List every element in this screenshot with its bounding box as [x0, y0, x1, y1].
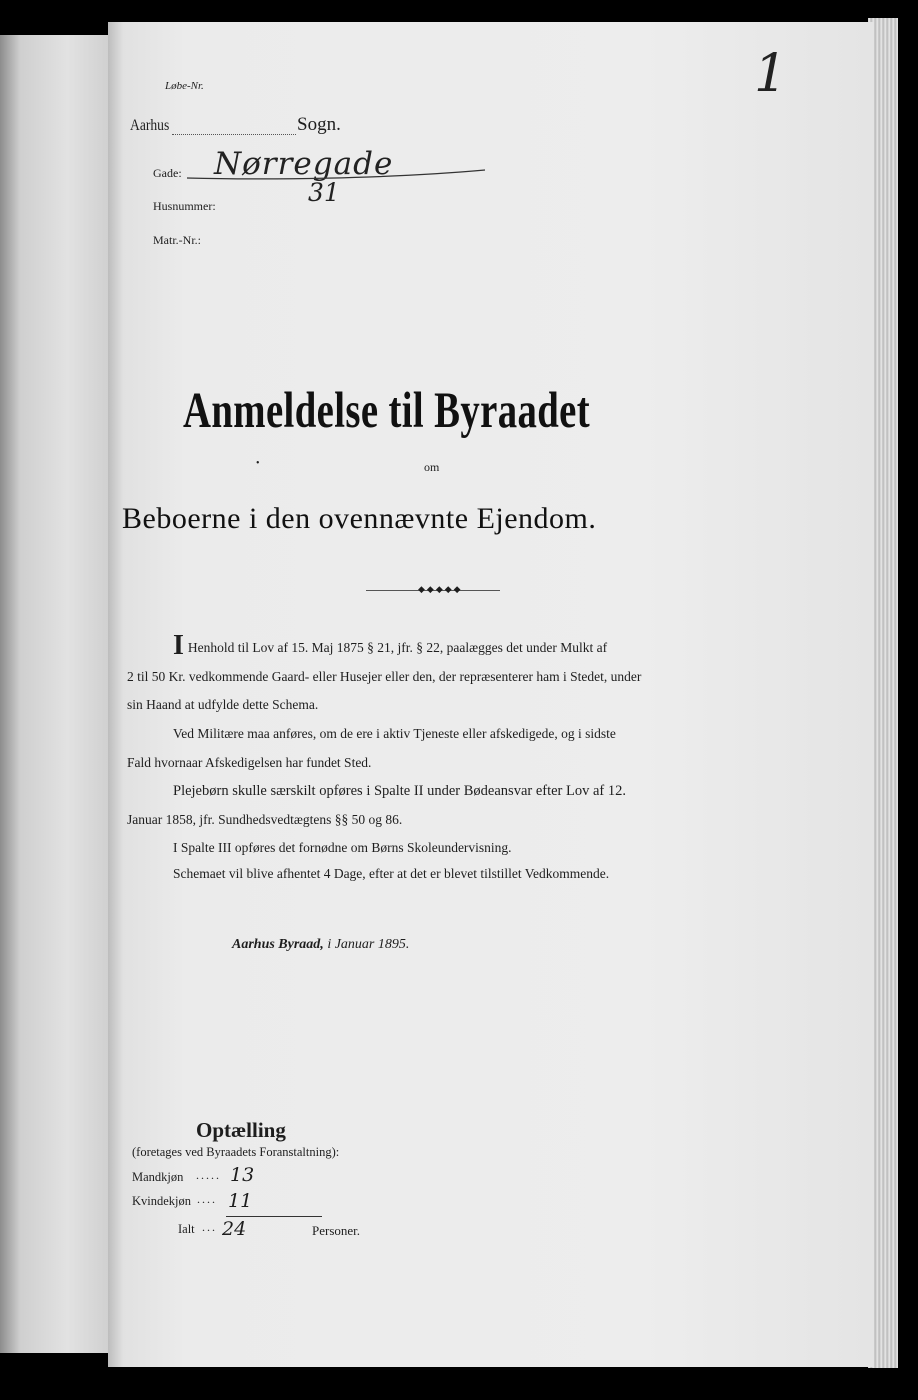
- left-page-edge: [0, 35, 112, 1353]
- paragraph-1-line-3: sin Haand at udfylde dette Schema.: [127, 697, 319, 713]
- optaelling-title: Optælling: [196, 1118, 286, 1142]
- paragraph-2-line-2: Fald hvornaar Afskedigelsen har fundet Sted.: [127, 754, 372, 770]
- paragraph-4-line: I Spalte III opføres det fornødne om Børns Skoleundervisning.: [173, 840, 512, 855]
- instructions-paragraph-3: [127, 777, 775, 834]
- kvindekjon-dots: ....: [197, 1192, 217, 1206]
- sogn-label: Sogn.: [297, 114, 341, 135]
- signature-authority: Aarhus Byraad,: [232, 937, 324, 952]
- paragraph-5-line: Schemaet vil blive afhentet 4 Dage, efter at det er blevet tilstillet Vedkommende.: [173, 866, 610, 881]
- optaelling-note: (foretages ved Byraadets Foranstaltning):: [132, 1145, 340, 1159]
- ialt-label: Ialt: [178, 1222, 195, 1236]
- mandkjon-label: Mandkjøn: [132, 1170, 184, 1184]
- mandkjon-value: 13: [230, 1164, 255, 1186]
- gade-label: Gade:: [153, 166, 182, 180]
- kvindekjon-label: Kvindekjøn: [132, 1194, 192, 1208]
- lobe-nr-label: Løbe-Nr.: [165, 80, 204, 92]
- ialt-dots: ...: [202, 1220, 217, 1234]
- signature-date: i Januar 1895.: [327, 937, 410, 952]
- instructions-paragraph-2: [127, 720, 775, 777]
- paragraph-1-line-1: Henhold til Lov af 15. Maj 1875 § 21, jfr. § 22, paalægges det under Mulkt af: [187, 640, 608, 655]
- city-label: Aarhus: [130, 117, 170, 134]
- matr-nr-label: Matr.-Nr.:: [153, 233, 201, 247]
- gade-value: Nørregade: [214, 146, 394, 182]
- instructions-paragraph-1: [127, 630, 775, 720]
- kvindekjon-value: 11: [228, 1190, 253, 1212]
- paragraph-3-line-2: Januar 1858, jfr. Sundhedsvedtægtens §§ 50 og 86.: [127, 811, 403, 827]
- husnummer-value: 31: [308, 178, 340, 207]
- instructions-paragraph-5: [127, 860, 775, 889]
- mandkjon-dots: .....: [196, 1168, 221, 1182]
- paragraph-2-line-1: Ved Militære maa anføres, om de ere i aktiv Tjeneste eller afskedigede, og i sidste: [173, 726, 616, 741]
- personer-label: Personer.: [312, 1223, 361, 1238]
- husnummer-label: Husnummer:: [153, 199, 216, 213]
- ornamental-divider-icon: ◆◆◆◆◆: [418, 584, 463, 594]
- decorative-dot: •: [256, 458, 260, 469]
- gade-underline-flourish: [185, 162, 495, 184]
- page-number: 1: [754, 44, 788, 104]
- document-title: Anmeldelse til Byraadet: [183, 383, 591, 439]
- document-subtitle: Beboerne i den ovennævnte Ejendom.: [122, 502, 597, 535]
- ialt-value: 24: [222, 1218, 247, 1240]
- paragraph-3-line-1: Plejebørn skulle særskilt opføres i Spalte II under Bødeansvar efter Lov af 12.: [173, 783, 627, 799]
- om-connector: om: [424, 460, 440, 474]
- sum-rule: [226, 1216, 322, 1217]
- instructions-paragraph-4: [127, 834, 775, 863]
- signature-line: [232, 937, 409, 953]
- drop-initial: I: [173, 630, 184, 661]
- sogn-field-line: [172, 118, 296, 135]
- paragraph-1-line-2: 2 til 50 Kr. vedkommende Gaard- eller Husejer eller den, der repræsenterer ham i Stedet, under: [127, 668, 642, 684]
